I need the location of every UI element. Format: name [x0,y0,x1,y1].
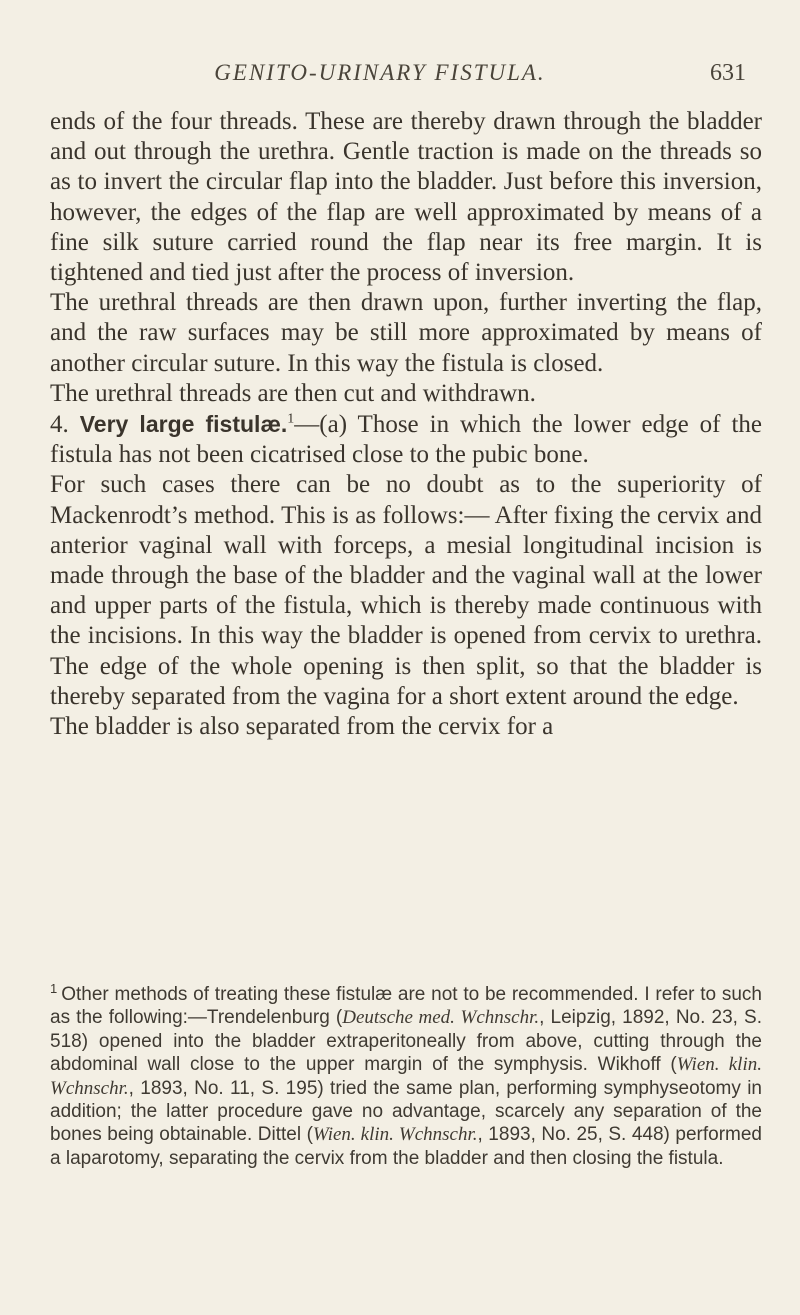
footnote-text: , Leipzig, 1892, No. 23, S. 518) opened into the bladder extraperitoneally from above, cutting through the abdominal wall close to the upper margin of the symphysis. Wikhoff ( [50,1007,762,1076]
section-text: —(a) Those in which the lower edge of the fistula has not been cicatrised close to the pubic bone. [50,411,762,469]
page-header [0,60,800,100]
footnote-mark: 1 [50,980,58,996]
body-text [50,107,762,742]
page-number: 631 [710,60,746,86]
footnote [50,980,762,1170]
paragraph: For such cases there can be no doubt as to the superiority of Mackenrodt’s method. This is as follows:— After fixing the cervix and anterior vaginal wall with forceps, a mesial longitudinal incision is made through the base of the bladder and the vaginal wall at the lower and upper parts of the fistula, which is thereby made continuous with the incisions. In this way the bladder is opened from cervix to urethra. The edge of the whole opening is then split, so that the bladder is thereby separated from the vagina for a short extent around the edge. [50,471,762,710]
running-title: GENITO-URINARY FISTULA. [214,60,546,85]
journal-title: Deutsche med. Wchnschr. [342,1007,540,1029]
paragraph: ends of the four threads. These are thereby drawn through the bladder and out through the urethra. Gentle traction is made on the threads so as to invert the circular flap into the bladder. Just before this inversion, however, the edges of the flap are well approximated by means of a fine silk suture carried round the flap near its free margin. It is tightened and tied just after the process of inversion. [50,108,762,287]
paragraph: The urethral threads are then drawn upon, further inverting the flap, and the raw surfaces may be still more approximated by means of another circular suture. In this way the fistula is closed. [50,289,762,377]
footnote-block [50,980,762,1170]
footnote-reference[interactable]: 1 [287,411,295,427]
footnote-text: , 1893, No. 25, S. 448) performed a laparotomy, separating the cervix from the bladder and then closing the fistula. [50,1124,762,1169]
section-heading: Very large fistulæ. [79,411,288,438]
journal-title: Wien. klin. Wchnschr. [50,1054,762,1099]
footnote-text: , 1893, No. 11, S. 195) tried the same plan, performing symphyseotomy in addition; the latter procedure gave no advantage, scarcely any separation of the bones being obtainable. Dittel ( [50,1077,762,1146]
section-number: 4. [50,411,69,439]
footnote-text: Other methods of treating these fistulæ are not to be recommended. I refer to such as the following:—Trendelenburg ( [50,984,762,1029]
journal-title: Wien. klin. Wchnschr. [312,1124,478,1146]
paragraph: The bladder is also separated from the cervix for a [50,713,554,741]
paragraph: The urethral threads are then cut and withdrawn. [50,379,536,407]
section-paragraph [50,409,762,470]
